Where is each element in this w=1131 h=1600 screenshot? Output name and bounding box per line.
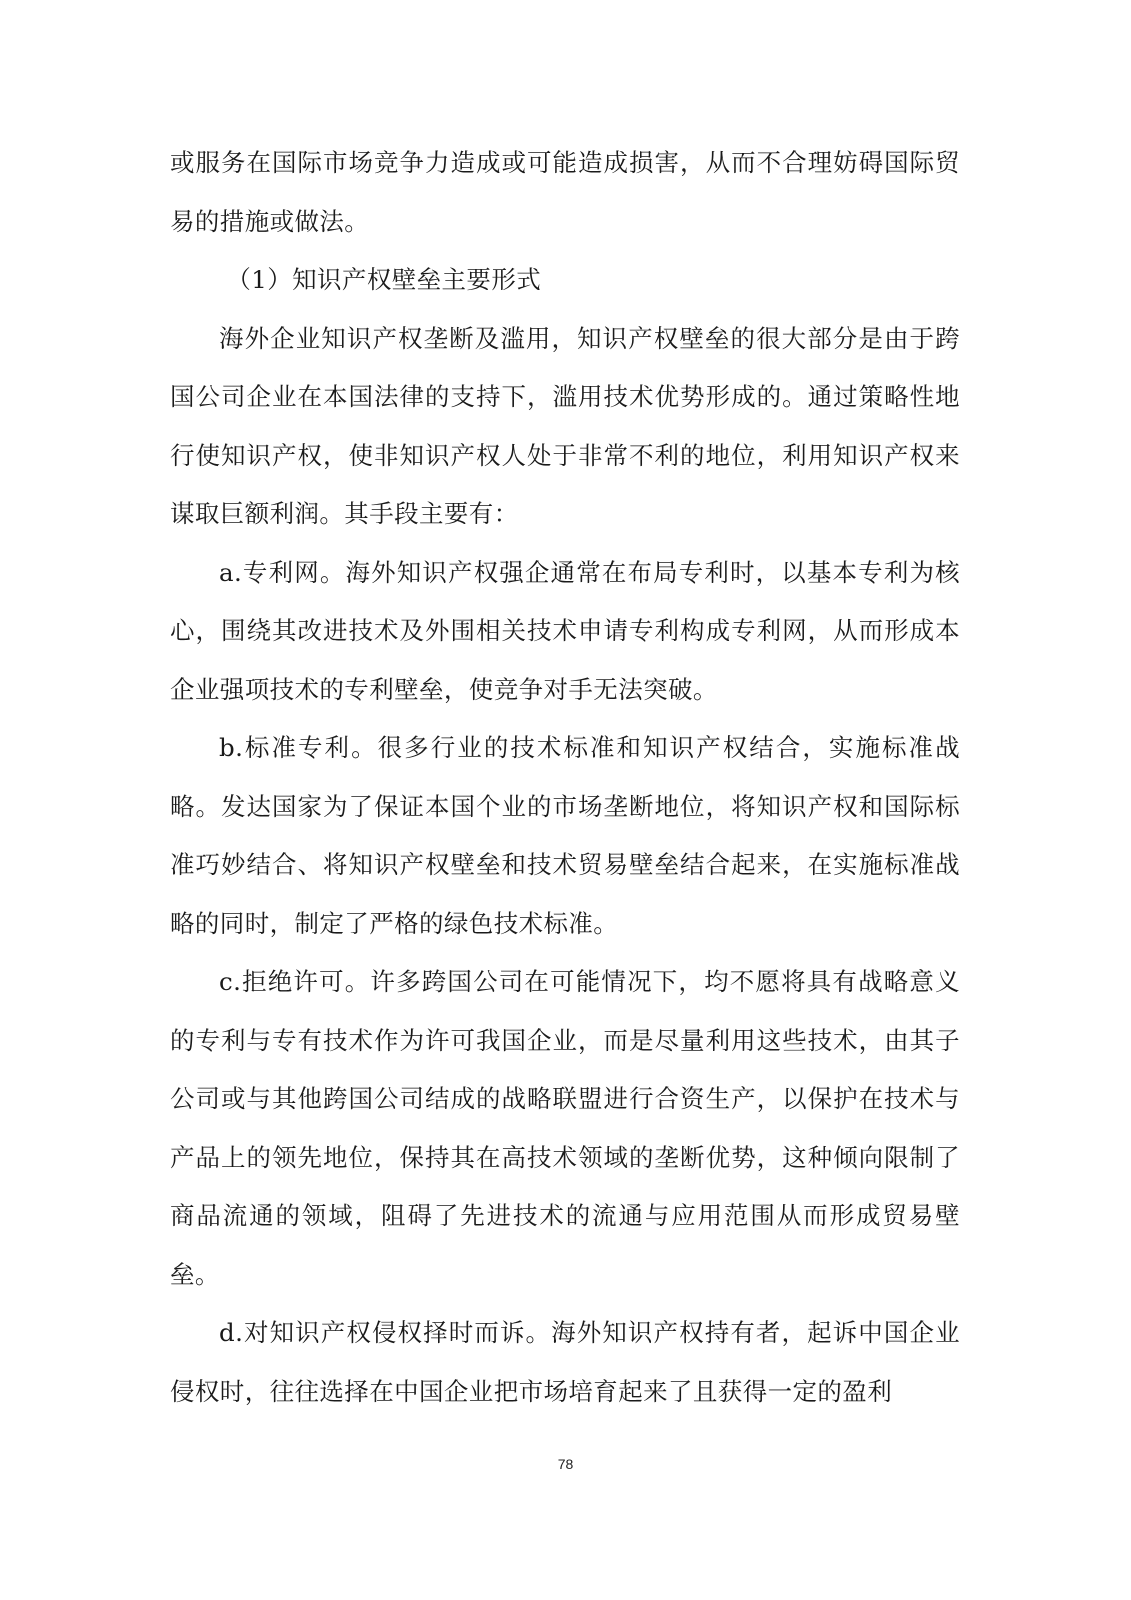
- paragraph-standard-patent: b.标准专利。很多行业的技术标准和知识产权结合，实施标准战略。发达国家为了保证本国个业的市场垄断地位，将知识产权和国际标准巧妙结合、将知识产权壁垒和技术贸易壁垒结合起来，在实施标准战略的同时，制定了严格的绿色技术标准。: [170, 733, 960, 938]
- page-body: [170, 134, 960, 1421]
- page-number: 78: [557, 1456, 574, 1472]
- paragraph-continuation: 或服务在国际市场竞争力造成或可能造成损害，从而不合理妨碍国际贸易的措施或做法。: [170, 148, 960, 236]
- paragraph-patent-network: a.专利网。海外知识产权强企通常在布局专利时，以基本专利为核心，围绕其改进技术及外围相关技术申请专利构成专利网，从而形成本企业强项技术的专利壁垒，使竞争对手无法突破。: [170, 557, 960, 704]
- section-heading-ip-barrier-forms: （1）知识产权壁垒主要形式: [226, 265, 542, 294]
- paragraph-overview: 海外企业知识产权垄断及滥用，知识产权壁垒的很大部分是由于跨国公司企业在本国法律的支持下，滥用技术优势形成的。通过策略性地行使知识产权，使非知识产权人处于非常不利的地位，利用知识产权来谋取巨额利润。其手段主要有：: [170, 323, 960, 528]
- paragraph-timed-litigation: d.对知识产权侵权择时而诉。海外知识产权持有者，起诉中国企业侵权时，往往选择在中国企业把市场培育起来了且获得一定的盈利: [170, 1318, 960, 1406]
- paragraph-refusal-to-license: c.拒绝许可。许多跨国公司在可能情况下，均不愿将具有战略意义的专利与专有技术作为许可我国企业，而是尽量利用这些技术，由其子公司或与其他跨国公司结成的战略联盟进行合资生产，以保护在技术与产品上的领先地位，保持其在高技术领域的垄断优势，这种倾向限制了商品流通的领域，阻碍了先进技术的流通与应用范围从而形成贸易壁垒。: [170, 967, 960, 1289]
